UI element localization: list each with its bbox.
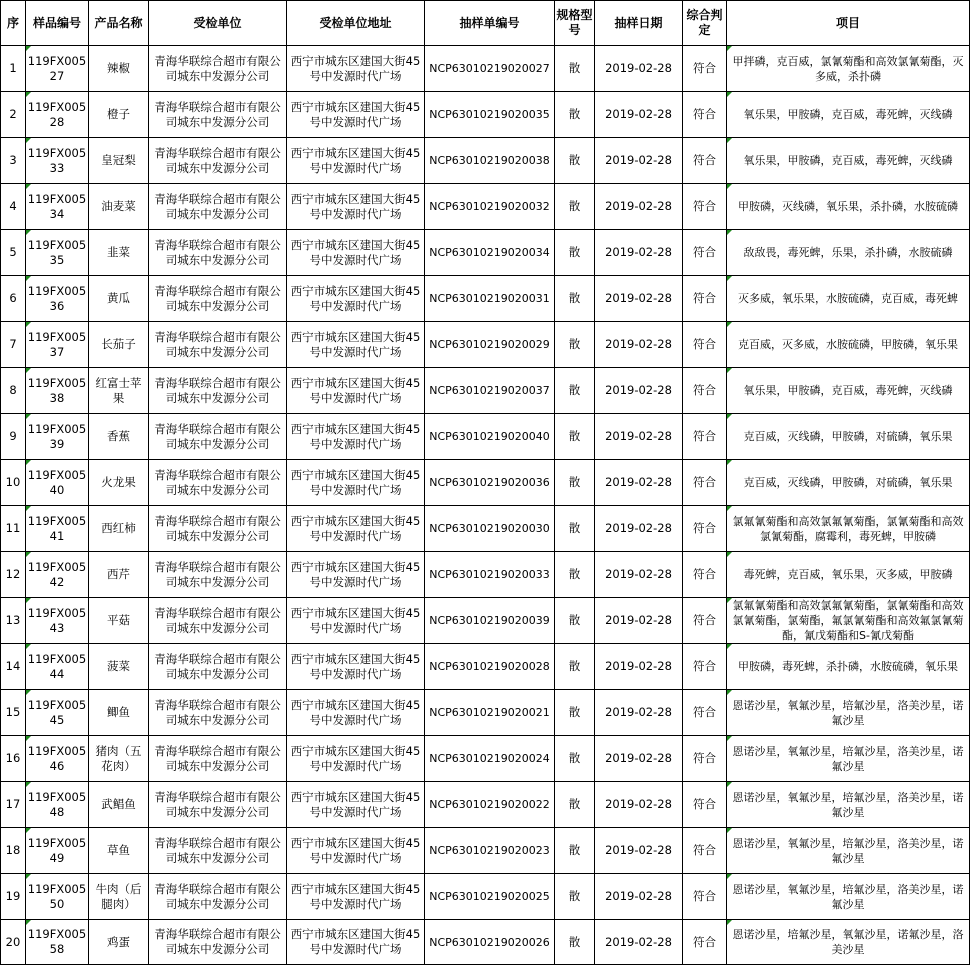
cell-spec: 散 <box>555 414 595 460</box>
cell-unit-address: 西宁市城东区建国大街45号中发源时代广场 <box>287 368 425 414</box>
cell-test-items: 恩诺沙星，培氟沙星，氧氟沙星，诺氟沙星，洛美沙星 <box>727 920 970 965</box>
cell-sampling-sheet-no: NCP63010219020021 <box>425 690 555 736</box>
cell-inspected-unit: 青海华联综合超市有限公司城东中发源分公司 <box>149 874 287 920</box>
cell-unit-address: 西宁市城东区建国大街45号中发源时代广场 <box>287 828 425 874</box>
cell-sampling-sheet-no: NCP63010219020028 <box>425 644 555 690</box>
table-row <box>1 184 970 230</box>
cell-sample-id: 119FX00549 <box>26 828 89 874</box>
cell-product-name: 鲫鱼 <box>89 690 149 736</box>
cell-sampling-date: 2019-02-28 <box>595 920 683 965</box>
cell-sample-id: 119FX00538 <box>26 368 89 414</box>
cell-sampling-date: 2019-02-28 <box>595 598 683 644</box>
cell-unit-address: 西宁市城东区建国大街45号中发源时代广场 <box>287 690 425 736</box>
table-row <box>1 644 970 690</box>
cell-unit-address: 西宁市城东区建国大街45号中发源时代广场 <box>287 874 425 920</box>
cell-unit-address: 西宁市城东区建国大街45号中发源时代广场 <box>287 276 425 322</box>
header-sample-id: 样品编号 <box>26 1 89 46</box>
cell-sample-id: 119FX00539 <box>26 414 89 460</box>
cell-product-name: 鸡蛋 <box>89 920 149 965</box>
cell-spec: 散 <box>555 644 595 690</box>
cell-sampling-sheet-no: NCP63010219020026 <box>425 920 555 965</box>
cell-inspected-unit: 青海华联综合超市有限公司城东中发源分公司 <box>149 46 287 92</box>
cell-sampling-sheet-no: NCP63010219020023 <box>425 828 555 874</box>
header-product-name: 产品名称 <box>89 1 149 46</box>
cell-sample-id: 119FX00546 <box>26 736 89 782</box>
cell-test-items: 甲拌磷，克百威，氯氰菊酯和高效氯氰菊酯，灭多威，杀扑磷 <box>727 46 970 92</box>
cell-sampling-sheet-no: NCP63010219020040 <box>425 414 555 460</box>
cell-spec: 散 <box>555 506 595 552</box>
cell-test-items: 恩诺沙星，氧氟沙星，培氟沙星，洛美沙星，诺氟沙星 <box>727 782 970 828</box>
table-row <box>1 92 970 138</box>
cell-result: 符合 <box>683 598 727 644</box>
cell-spec: 散 <box>555 920 595 965</box>
cell-sampling-sheet-no: NCP63010219020024 <box>425 736 555 782</box>
table-row <box>1 46 970 92</box>
table-row <box>1 690 970 736</box>
cell-unit-address: 西宁市城东区建国大街45号中发源时代广场 <box>287 414 425 460</box>
cell-no: 14 <box>1 644 26 690</box>
cell-test-items: 恩诺沙星，氧氟沙星，培氟沙星，洛美沙星，诺氟沙星 <box>727 690 970 736</box>
cell-unit-address: 西宁市城东区建国大街45号中发源时代广场 <box>287 644 425 690</box>
cell-test-items: 克百威，灭线磷，甲胺磷，对硫磷，氧乐果 <box>727 460 970 506</box>
cell-sample-id: 119FX00527 <box>26 46 89 92</box>
cell-test-items: 氧乐果，甲胺磷，克百威，毒死蜱，灭线磷 <box>727 368 970 414</box>
cell-inspected-unit: 青海华联综合超市有限公司城东中发源分公司 <box>149 736 287 782</box>
cell-sampling-date: 2019-02-28 <box>595 322 683 368</box>
cell-sample-id: 119FX00558 <box>26 920 89 965</box>
cell-sample-id: 119FX00540 <box>26 460 89 506</box>
header-no: 序 <box>1 1 26 46</box>
cell-spec: 散 <box>555 138 595 184</box>
cell-sample-id: 119FX00550 <box>26 874 89 920</box>
cell-product-name: 菠菜 <box>89 644 149 690</box>
header-unit-address: 受检单位地址 <box>287 1 425 46</box>
cell-inspected-unit: 青海华联综合超市有限公司城东中发源分公司 <box>149 414 287 460</box>
cell-unit-address: 西宁市城东区建国大街45号中发源时代广场 <box>287 46 425 92</box>
cell-result: 符合 <box>683 644 727 690</box>
cell-test-items: 灭多威，氧乐果，水胺硫磷，克百威，毒死蜱 <box>727 276 970 322</box>
header-result: 综合判定 <box>683 1 727 46</box>
cell-inspected-unit: 青海华联综合超市有限公司城东中发源分公司 <box>149 138 287 184</box>
cell-test-items: 毒死蜱，克百威，氧乐果，灭多威，甲胺磷 <box>727 552 970 598</box>
cell-result: 符合 <box>683 920 727 965</box>
cell-product-name: 武鲳鱼 <box>89 782 149 828</box>
cell-result: 符合 <box>683 828 727 874</box>
cell-sampling-date: 2019-02-28 <box>595 874 683 920</box>
cell-product-name: 皇冠梨 <box>89 138 149 184</box>
cell-product-name: 牛肉（后腿肉） <box>89 874 149 920</box>
cell-no: 17 <box>1 782 26 828</box>
cell-sampling-sheet-no: NCP63010219020027 <box>425 46 555 92</box>
cell-no: 15 <box>1 690 26 736</box>
cell-inspected-unit: 青海华联综合超市有限公司城东中发源分公司 <box>149 828 287 874</box>
cell-product-name: 火龙果 <box>89 460 149 506</box>
cell-sampling-date: 2019-02-28 <box>595 46 683 92</box>
cell-no: 12 <box>1 552 26 598</box>
cell-result: 符合 <box>683 138 727 184</box>
cell-no: 4 <box>1 184 26 230</box>
cell-unit-address: 西宁市城东区建国大街45号中发源时代广场 <box>287 322 425 368</box>
cell-no: 19 <box>1 874 26 920</box>
cell-result: 符合 <box>683 736 727 782</box>
cell-unit-address: 西宁市城东区建国大街45号中发源时代广场 <box>287 92 425 138</box>
header-test-items: 项目 <box>727 1 970 46</box>
table-row <box>1 322 970 368</box>
cell-product-name: 草鱼 <box>89 828 149 874</box>
cell-sampling-sheet-no: NCP63010219020039 <box>425 598 555 644</box>
cell-sampling-date: 2019-02-28 <box>595 230 683 276</box>
cell-inspected-unit: 青海华联综合超市有限公司城东中发源分公司 <box>149 552 287 598</box>
cell-unit-address: 西宁市城东区建国大街45号中发源时代广场 <box>287 230 425 276</box>
cell-no: 16 <box>1 736 26 782</box>
cell-sample-id: 119FX00528 <box>26 92 89 138</box>
cell-no: 10 <box>1 460 26 506</box>
header-sampling-date: 抽样日期 <box>595 1 683 46</box>
cell-result: 符合 <box>683 184 727 230</box>
cell-unit-address: 西宁市城东区建国大街45号中发源时代广场 <box>287 920 425 965</box>
cell-unit-address: 西宁市城东区建国大街45号中发源时代广场 <box>287 138 425 184</box>
cell-sampling-sheet-no: NCP63010219020029 <box>425 322 555 368</box>
cell-result: 符合 <box>683 874 727 920</box>
cell-sample-id: 119FX00545 <box>26 690 89 736</box>
table-row <box>1 460 970 506</box>
cell-sampling-sheet-no: NCP63010219020034 <box>425 230 555 276</box>
cell-no: 7 <box>1 322 26 368</box>
cell-sample-id: 119FX00542 <box>26 552 89 598</box>
cell-sampling-date: 2019-02-28 <box>595 276 683 322</box>
table-row <box>1 414 970 460</box>
cell-inspected-unit: 青海华联综合超市有限公司城东中发源分公司 <box>149 920 287 965</box>
cell-result: 符合 <box>683 506 727 552</box>
table-row <box>1 828 970 874</box>
cell-result: 符合 <box>683 414 727 460</box>
cell-test-items: 恩诺沙星，氧氟沙星，培氟沙星，洛美沙星，诺氟沙星 <box>727 736 970 782</box>
cell-spec: 散 <box>555 874 595 920</box>
header-inspected-unit: 受检单位 <box>149 1 287 46</box>
cell-result: 符合 <box>683 276 727 322</box>
cell-spec: 散 <box>555 92 595 138</box>
header-spec: 规格型号 <box>555 1 595 46</box>
cell-spec: 散 <box>555 690 595 736</box>
cell-test-items: 克百威，灭多威，水胺硫磷，甲胺磷，氧乐果 <box>727 322 970 368</box>
cell-no: 6 <box>1 276 26 322</box>
cell-spec: 散 <box>555 230 595 276</box>
cell-no: 18 <box>1 828 26 874</box>
cell-inspected-unit: 青海华联综合超市有限公司城东中发源分公司 <box>149 368 287 414</box>
cell-sampling-date: 2019-02-28 <box>595 184 683 230</box>
cell-test-items: 恩诺沙星，氧氟沙星，培氟沙星，洛美沙星，诺氟沙星 <box>727 828 970 874</box>
cell-sampling-date: 2019-02-28 <box>595 414 683 460</box>
cell-sampling-sheet-no: NCP63010219020022 <box>425 782 555 828</box>
cell-test-items: 氯氟氰菊酯和高效氯氟氰菊酯，氯氰菊酯和高效氯氰菊酯，氯菊酯，氟氯氰菊酯和高效氟氯氰菊酯，氰戊菊酯和S-氰戊菊酯 <box>727 598 970 644</box>
table-header <box>1 1 970 46</box>
cell-no: 13 <box>1 598 26 644</box>
cell-result: 符合 <box>683 322 727 368</box>
cell-sampling-date: 2019-02-28 <box>595 368 683 414</box>
cell-unit-address: 西宁市城东区建国大街45号中发源时代广场 <box>287 598 425 644</box>
cell-no: 3 <box>1 138 26 184</box>
cell-test-items: 甲胺磷，灭线磷，氧乐果，杀扑磷，水胺硫磷 <box>727 184 970 230</box>
cell-inspected-unit: 青海华联综合超市有限公司城东中发源分公司 <box>149 92 287 138</box>
cell-product-name: 韭菜 <box>89 230 149 276</box>
table-row <box>1 138 970 184</box>
cell-sampling-sheet-no: NCP63010219020038 <box>425 138 555 184</box>
cell-sampling-sheet-no: NCP63010219020025 <box>425 874 555 920</box>
table-row <box>1 230 970 276</box>
cell-sampling-date: 2019-02-28 <box>595 644 683 690</box>
cell-test-items: 恩诺沙星，氧氟沙星，培氟沙星，洛美沙星，诺氟沙星 <box>727 874 970 920</box>
cell-product-name: 平菇 <box>89 598 149 644</box>
cell-no: 20 <box>1 920 26 965</box>
cell-inspected-unit: 青海华联综合超市有限公司城东中发源分公司 <box>149 644 287 690</box>
cell-sampling-sheet-no: NCP63010219020033 <box>425 552 555 598</box>
cell-product-name: 西红柿 <box>89 506 149 552</box>
cell-sampling-date: 2019-02-28 <box>595 828 683 874</box>
cell-product-name: 红富士苹果 <box>89 368 149 414</box>
cell-sample-id: 119FX00548 <box>26 782 89 828</box>
cell-spec: 散 <box>555 782 595 828</box>
cell-unit-address: 西宁市城东区建国大街45号中发源时代广场 <box>287 506 425 552</box>
cell-result: 符合 <box>683 460 727 506</box>
cell-result: 符合 <box>683 552 727 598</box>
cell-unit-address: 西宁市城东区建国大街45号中发源时代广场 <box>287 782 425 828</box>
cell-unit-address: 西宁市城东区建国大街45号中发源时代广场 <box>287 184 425 230</box>
cell-no: 9 <box>1 414 26 460</box>
cell-test-items: 氯氟氰菊酯和高效氯氟氰菊酯，氯氰菊酯和高效氯氰菊酯，腐霉利，毒死蜱，甲胺磷 <box>727 506 970 552</box>
table-row <box>1 276 970 322</box>
cell-inspected-unit: 青海华联综合超市有限公司城东中发源分公司 <box>149 782 287 828</box>
cell-sample-id: 119FX00535 <box>26 230 89 276</box>
cell-spec: 散 <box>555 552 595 598</box>
cell-no: 11 <box>1 506 26 552</box>
cell-sample-id: 119FX00543 <box>26 598 89 644</box>
header-sampling-sheet-no: 抽样单编号 <box>425 1 555 46</box>
cell-no: 8 <box>1 368 26 414</box>
cell-sampling-sheet-no: NCP63010219020032 <box>425 184 555 230</box>
cell-no: 1 <box>1 46 26 92</box>
cell-sampling-date: 2019-02-28 <box>595 552 683 598</box>
cell-sampling-date: 2019-02-28 <box>595 690 683 736</box>
table-row <box>1 782 970 828</box>
cell-product-name: 长茄子 <box>89 322 149 368</box>
cell-sampling-sheet-no: NCP63010219020036 <box>425 460 555 506</box>
cell-result: 符合 <box>683 368 727 414</box>
cell-sampling-sheet-no: NCP63010219020037 <box>425 368 555 414</box>
cell-unit-address: 西宁市城东区建国大街45号中发源时代广场 <box>287 460 425 506</box>
cell-unit-address: 西宁市城东区建国大街45号中发源时代广场 <box>287 552 425 598</box>
cell-sampling-date: 2019-02-28 <box>595 460 683 506</box>
cell-inspected-unit: 青海华联综合超市有限公司城东中发源分公司 <box>149 690 287 736</box>
cell-no: 2 <box>1 92 26 138</box>
cell-product-name: 香蕉 <box>89 414 149 460</box>
cell-inspected-unit: 青海华联综合超市有限公司城东中发源分公司 <box>149 460 287 506</box>
table-row <box>1 552 970 598</box>
cell-sampling-sheet-no: NCP63010219020030 <box>425 506 555 552</box>
cell-sampling-sheet-no: NCP63010219020035 <box>425 92 555 138</box>
cell-test-items: 氧乐果，甲胺磷，克百威，毒死蜱，灭线磷 <box>727 138 970 184</box>
cell-spec: 散 <box>555 322 595 368</box>
cell-result: 符合 <box>683 782 727 828</box>
cell-sample-id: 119FX00537 <box>26 322 89 368</box>
cell-spec: 散 <box>555 598 595 644</box>
cell-sampling-date: 2019-02-28 <box>595 92 683 138</box>
cell-result: 符合 <box>683 46 727 92</box>
cell-sample-id: 119FX00541 <box>26 506 89 552</box>
cell-no: 5 <box>1 230 26 276</box>
cell-sampling-sheet-no: NCP63010219020031 <box>425 276 555 322</box>
cell-test-items: 氧乐果，甲胺磷，克百威，毒死蜱，灭线磷 <box>727 92 970 138</box>
cell-product-name: 橙子 <box>89 92 149 138</box>
table-row <box>1 736 970 782</box>
cell-product-name: 西芹 <box>89 552 149 598</box>
table-row <box>1 368 970 414</box>
cell-inspected-unit: 青海华联综合超市有限公司城东中发源分公司 <box>149 276 287 322</box>
cell-sampling-date: 2019-02-28 <box>595 506 683 552</box>
cell-spec: 散 <box>555 368 595 414</box>
cell-sample-id: 119FX00534 <box>26 184 89 230</box>
cell-product-name: 猪肉（五花肉） <box>89 736 149 782</box>
cell-result: 符合 <box>683 92 727 138</box>
table-body <box>1 46 970 965</box>
table-row <box>1 506 970 552</box>
cell-product-name: 黄瓜 <box>89 276 149 322</box>
cell-spec: 散 <box>555 184 595 230</box>
table-row <box>1 598 970 644</box>
cell-sample-id: 119FX00536 <box>26 276 89 322</box>
cell-test-items: 敌敌畏，毒死蜱，乐果，杀扑磷，水胺硫磷 <box>727 230 970 276</box>
table-row <box>1 920 970 965</box>
cell-product-name: 辣椒 <box>89 46 149 92</box>
cell-test-items: 甲胺磷，毒死蜱，杀扑磷，水胺硫磷，氧乐果 <box>727 644 970 690</box>
cell-spec: 散 <box>555 46 595 92</box>
cell-sample-id: 119FX00533 <box>26 138 89 184</box>
cell-test-items: 克百威，灭线磷，甲胺磷，对硫磷，氧乐果 <box>727 414 970 460</box>
cell-spec: 散 <box>555 828 595 874</box>
cell-sampling-date: 2019-02-28 <box>595 138 683 184</box>
cell-spec: 散 <box>555 276 595 322</box>
cell-inspected-unit: 青海华联综合超市有限公司城东中发源分公司 <box>149 506 287 552</box>
cell-inspected-unit: 青海华联综合超市有限公司城东中发源分公司 <box>149 598 287 644</box>
cell-inspected-unit: 青海华联综合超市有限公司城东中发源分公司 <box>149 230 287 276</box>
cell-sampling-date: 2019-02-28 <box>595 736 683 782</box>
cell-inspected-unit: 青海华联综合超市有限公司城东中发源分公司 <box>149 184 287 230</box>
cell-sample-id: 119FX00544 <box>26 644 89 690</box>
cell-product-name: 油麦菜 <box>89 184 149 230</box>
cell-unit-address: 西宁市城东区建国大街45号中发源时代广场 <box>287 736 425 782</box>
cell-result: 符合 <box>683 690 727 736</box>
cell-inspected-unit: 青海华联综合超市有限公司城东中发源分公司 <box>149 322 287 368</box>
table-row <box>1 874 970 920</box>
cell-result: 符合 <box>683 230 727 276</box>
header-row <box>1 1 970 46</box>
cell-spec: 散 <box>555 460 595 506</box>
cell-spec: 散 <box>555 736 595 782</box>
cell-sampling-date: 2019-02-28 <box>595 782 683 828</box>
